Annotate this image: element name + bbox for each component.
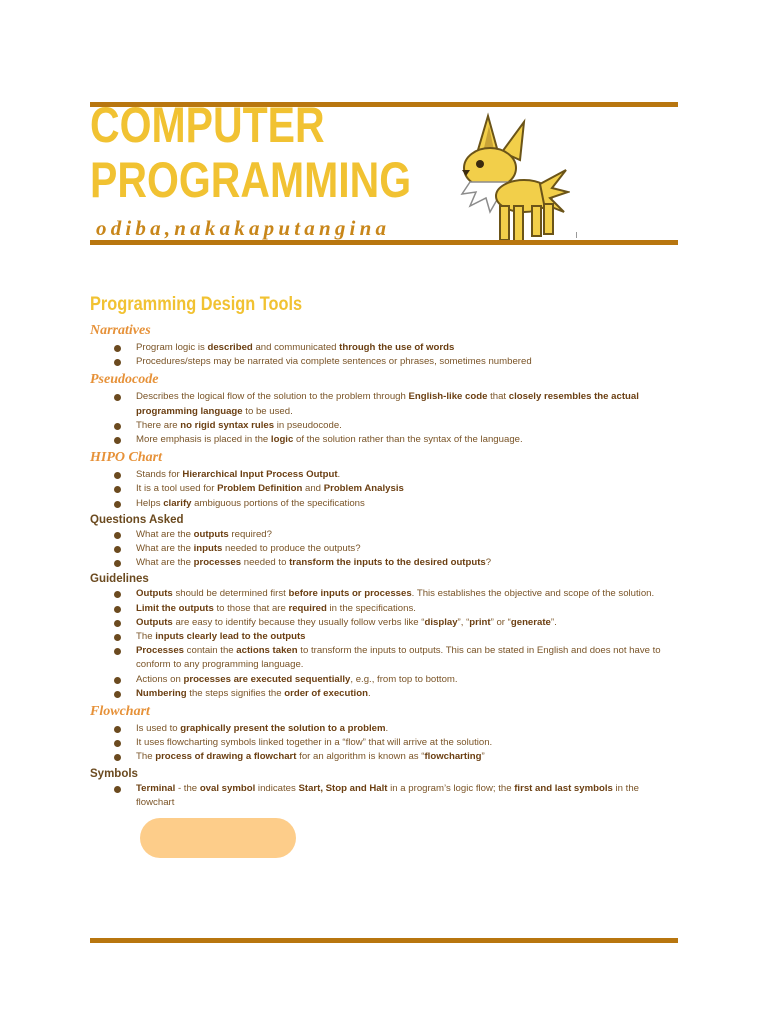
symbols-list xyxy=(90,782,680,810)
bold-text: closely resembles the actual programming language xyxy=(136,391,639,417)
text-run: Stands for xyxy=(136,469,183,481)
text-run: Program logic is xyxy=(136,342,208,353)
title-line-1: COMPUTER xyxy=(90,97,325,153)
list-item xyxy=(90,587,680,601)
text-run: . xyxy=(367,687,371,699)
text-run: should be determined first xyxy=(172,588,289,600)
main-content xyxy=(90,292,680,858)
bold-text: Processes xyxy=(136,645,185,657)
list-item xyxy=(90,556,680,570)
bold-text: first and last symbols xyxy=(514,782,613,794)
bold-text: Terminal xyxy=(136,782,176,794)
document-subtitle: odiba,nakakaputangina xyxy=(96,216,391,240)
list-item xyxy=(90,542,680,556)
text-run: . This establishes the objective and scope of the solution. xyxy=(411,588,655,600)
text-run: ”, “ xyxy=(457,616,470,628)
list-item xyxy=(90,616,680,630)
list-item xyxy=(90,433,680,447)
list-item xyxy=(90,419,680,433)
hipo-chart-list xyxy=(90,468,680,511)
text-run: needed to xyxy=(241,557,290,569)
title-line-2: PROGRAMMING xyxy=(90,152,412,208)
bold-text: Numbering xyxy=(136,687,187,699)
bold-text: inputs clearly lead to the outputs xyxy=(155,631,306,643)
list-item xyxy=(90,687,680,701)
bold-text: through the use of words xyxy=(339,342,455,353)
symbols-heading: Symbols xyxy=(90,767,138,780)
pseudocode-heading: Pseudocode xyxy=(90,372,159,388)
text-run: Helps xyxy=(136,497,164,509)
list-item xyxy=(90,673,680,687)
bold-text: no rigid syntax rules xyxy=(180,419,275,431)
bold-text: logic xyxy=(270,434,294,446)
text-run: . xyxy=(337,469,341,481)
bold-text: transform the inputs to the desired outputs xyxy=(289,557,486,569)
list-item xyxy=(90,468,680,482)
bold-text: outputs xyxy=(193,528,229,540)
text-run: ambiguous portions of the specifications xyxy=(191,497,365,509)
text-run: It uses flowcharting symbols linked together in a “flow” that will arrive at the solution. xyxy=(136,737,493,749)
list-item xyxy=(90,722,680,736)
document-title xyxy=(90,98,411,208)
bold-text: Problem Analysis xyxy=(323,483,404,495)
text-run: in the specifications. xyxy=(326,602,416,614)
text-run: - the xyxy=(175,782,200,794)
bold-text: Start, Stop and Halt xyxy=(298,782,388,794)
bold-text: process of drawing a flowchart xyxy=(155,751,297,763)
text-run: ”. xyxy=(550,616,557,628)
flowchart-heading: Flowchart xyxy=(90,704,150,720)
questions-asked-heading: Questions Asked xyxy=(90,513,184,526)
text-run: needed to produce the outputs? xyxy=(222,543,361,555)
list-item xyxy=(90,355,680,369)
text-run: Describes the logical flow of the solution to the problem through xyxy=(136,391,409,403)
list-item xyxy=(90,390,680,418)
list-item xyxy=(90,750,680,764)
bold-text: generate xyxy=(510,616,551,628)
text-run: in pseudocode. xyxy=(274,419,342,431)
list-item xyxy=(90,341,680,355)
list-item xyxy=(90,602,680,616)
header-bottom-rule xyxy=(90,240,678,245)
list-item xyxy=(90,782,680,810)
tiny-mark xyxy=(576,232,577,238)
bold-text: order of execution xyxy=(284,687,368,699)
bold-text: Problem Definition xyxy=(217,483,303,495)
flowchart-list xyxy=(90,722,680,765)
text-run: ? xyxy=(485,557,492,569)
list-item xyxy=(90,528,680,542)
guidelines-heading: Guidelines xyxy=(90,573,149,586)
bold-text: before inputs or processes xyxy=(288,588,412,600)
text-run: It is a tool used for xyxy=(136,483,218,495)
text-run: . xyxy=(385,723,389,735)
guidelines-list xyxy=(90,587,680,701)
list-item xyxy=(90,736,680,750)
text-run: The xyxy=(136,631,156,643)
text-run: What are the xyxy=(136,528,194,540)
text-run: contain the xyxy=(184,645,237,657)
list-item xyxy=(90,482,680,496)
text-run: in the flowchart xyxy=(136,782,639,808)
bold-text: Outputs xyxy=(136,588,173,600)
text-run: the steps signifies the xyxy=(186,687,285,699)
text-run: What are the xyxy=(136,543,194,555)
text-run: What are the xyxy=(136,557,194,569)
bold-text: processes are executed sequentially xyxy=(183,673,351,685)
bold-text: inputs xyxy=(193,543,223,555)
text-run: and xyxy=(302,483,324,495)
list-item xyxy=(90,630,680,644)
bold-text: Outputs xyxy=(136,616,173,628)
text-run: Is used to xyxy=(136,723,181,735)
text-run: for an algorithm is known as “ xyxy=(296,751,425,763)
bottom-rule xyxy=(90,938,678,943)
text-run: required? xyxy=(228,528,272,540)
text-run: ” xyxy=(481,751,485,763)
terminal-oval-symbol xyxy=(140,818,296,858)
bold-text: flowcharting xyxy=(424,751,482,763)
bold-text: oval symbol xyxy=(199,782,256,794)
text-run: in a program’s logic flow; the xyxy=(387,782,515,794)
text-run: ” or “ xyxy=(490,616,511,628)
text-run: Actions on xyxy=(136,673,184,685)
list-item xyxy=(90,644,680,672)
text-run: that xyxy=(487,391,509,403)
bold-text: actions taken xyxy=(236,645,298,657)
text-run: of the solution rather than the syntax of the language. xyxy=(293,434,523,446)
bold-text: clarify xyxy=(163,497,192,509)
bold-text: described xyxy=(207,342,253,353)
text-run: , e.g., from top to bottom. xyxy=(350,673,458,685)
bold-text: required xyxy=(288,602,327,614)
text-run: to those that are xyxy=(213,602,289,614)
text-run: to be used. xyxy=(242,405,293,417)
text-run: The xyxy=(136,751,156,763)
bold-text: graphically present the solution to a problem xyxy=(180,723,386,735)
list-item xyxy=(90,497,680,511)
questions-asked-list xyxy=(90,528,680,571)
bold-text: print xyxy=(469,616,491,628)
section-title: Programming Design Tools xyxy=(90,294,303,315)
text-run: Procedures/steps may be narrated via complete sentences or phrases, sometimes numbered xyxy=(136,356,532,368)
text-run: indicates xyxy=(255,782,299,794)
pseudocode-list xyxy=(90,390,680,447)
bold-text: Limit the outputs xyxy=(136,602,214,614)
text-run: There are xyxy=(136,419,181,431)
bold-text: Hierarchical Input Process Output xyxy=(182,469,338,481)
bold-text: display xyxy=(424,616,458,628)
narratives-list xyxy=(90,341,680,369)
text-run: are easy to identify because they usually follow verbs like “ xyxy=(172,616,425,628)
yellow-electric-fox-creature-icon xyxy=(440,112,570,252)
text-run: More emphasis is placed in the xyxy=(136,434,271,446)
hipo-chart-heading: HIPO Chart xyxy=(90,450,162,466)
text-run: to transform the inputs to outputs. This can be stated in English and does not have to conform to any programming language. xyxy=(136,645,661,671)
bold-text: processes xyxy=(193,557,242,569)
text-run: and communicated xyxy=(252,342,340,353)
narratives-heading: Narratives xyxy=(90,323,151,338)
bold-text: English-like code xyxy=(408,391,488,403)
